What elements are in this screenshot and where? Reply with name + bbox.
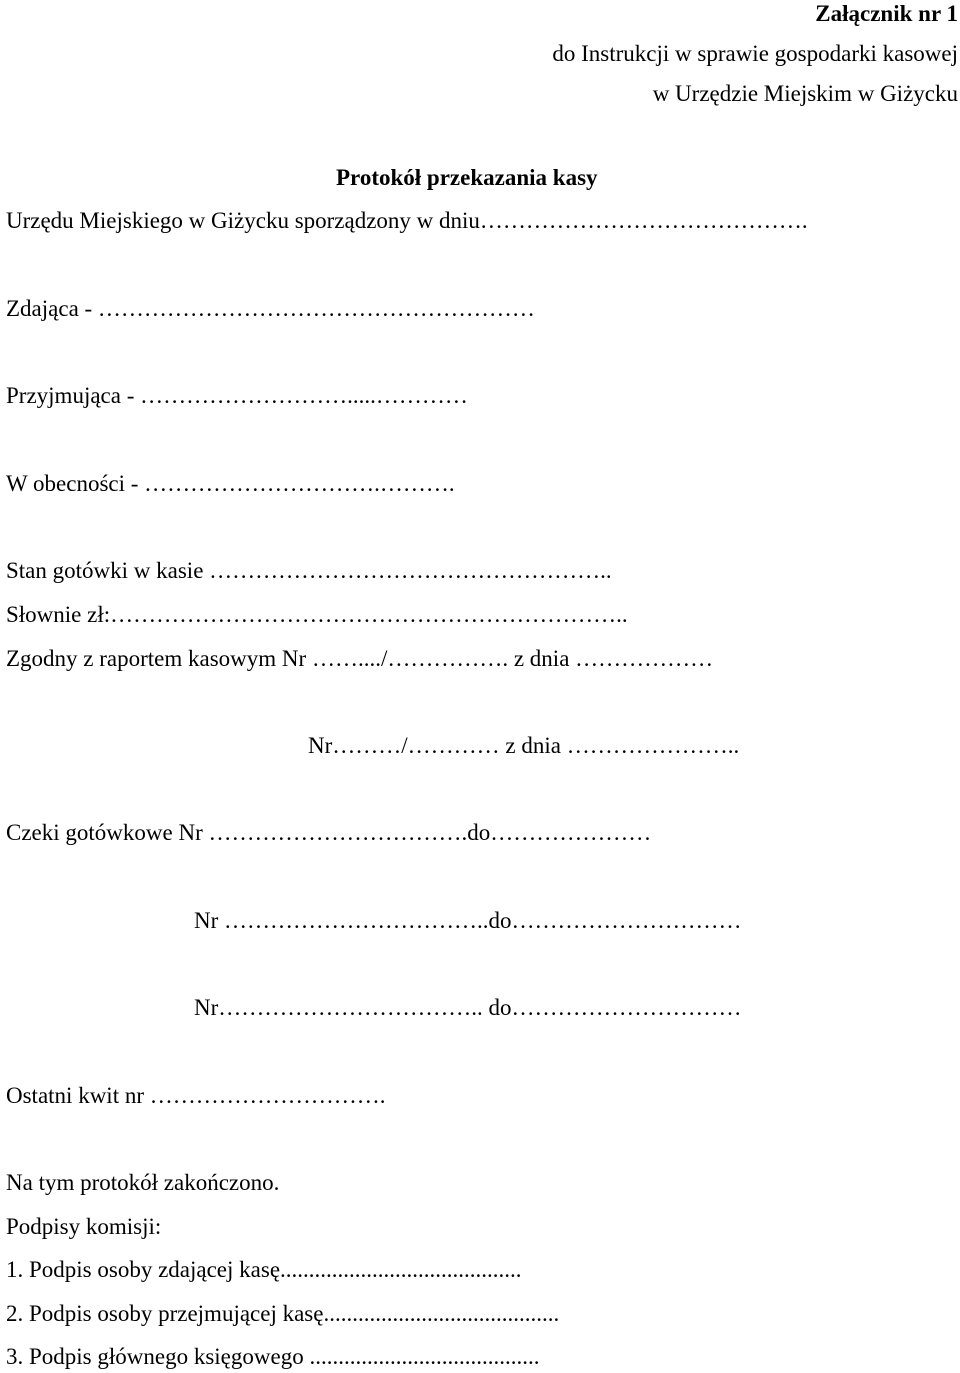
field-ostatni-kwit: Ostatni kwit nr …………………………. [6, 1083, 386, 1108]
field-raport-1: Zgodny z raportem kasowym Nr ……..../……………. z dnia ……………… [6, 646, 714, 671]
annex-number: Załącznik nr 1 [815, 1, 958, 26]
field-czeki-3: Nr…………………………….. do………………………… [194, 995, 742, 1020]
field-czeki-2: Nr ……………………………..do………………………… [194, 908, 742, 933]
field-w-obecnosci: W obecności - ………………………….………. [6, 471, 455, 496]
field-stan-gotowki: Stan gotówki w kasie …………………………………………….. [6, 558, 612, 583]
field-slownie: Słownie zł:………………………………………………………….. [6, 602, 628, 627]
signature-line-2: 2. Podpis osoby przejmującej kasę......................................... [6, 1301, 560, 1326]
field-zdajaca: Zdająca - ………………………………………………… [6, 296, 535, 321]
field-przyjmujaca: Przyjmująca - ……………………….....………… [6, 383, 468, 408]
field-czeki-1: Czeki gotówkowe Nr …………………………….do………………… [6, 820, 652, 845]
closing-statement: Na tym protokół zakończono. [6, 1170, 280, 1195]
annex-reference: do Instrukcji w sprawie gospodarki kasowej [552, 41, 958, 66]
document-title: Protokół przekazania kasy [336, 165, 598, 190]
signature-line-3: 3. Podpis głównego księgowego ........................................ [6, 1344, 540, 1369]
annex-office: w Urzędzie Miejskim w Giżycku [652, 81, 958, 106]
signature-line-1: 1. Podpis osoby zdającej kasę.......................................... [6, 1257, 522, 1282]
field-raport-2: Nr………/………… z dnia ………………….. [308, 733, 740, 758]
commission-signatures-label: Podpisy komisji: [6, 1214, 162, 1239]
document-subtitle: Urzędu Miejskiego w Giżycku sporządzony w dniu……………………………………. [6, 208, 808, 233]
